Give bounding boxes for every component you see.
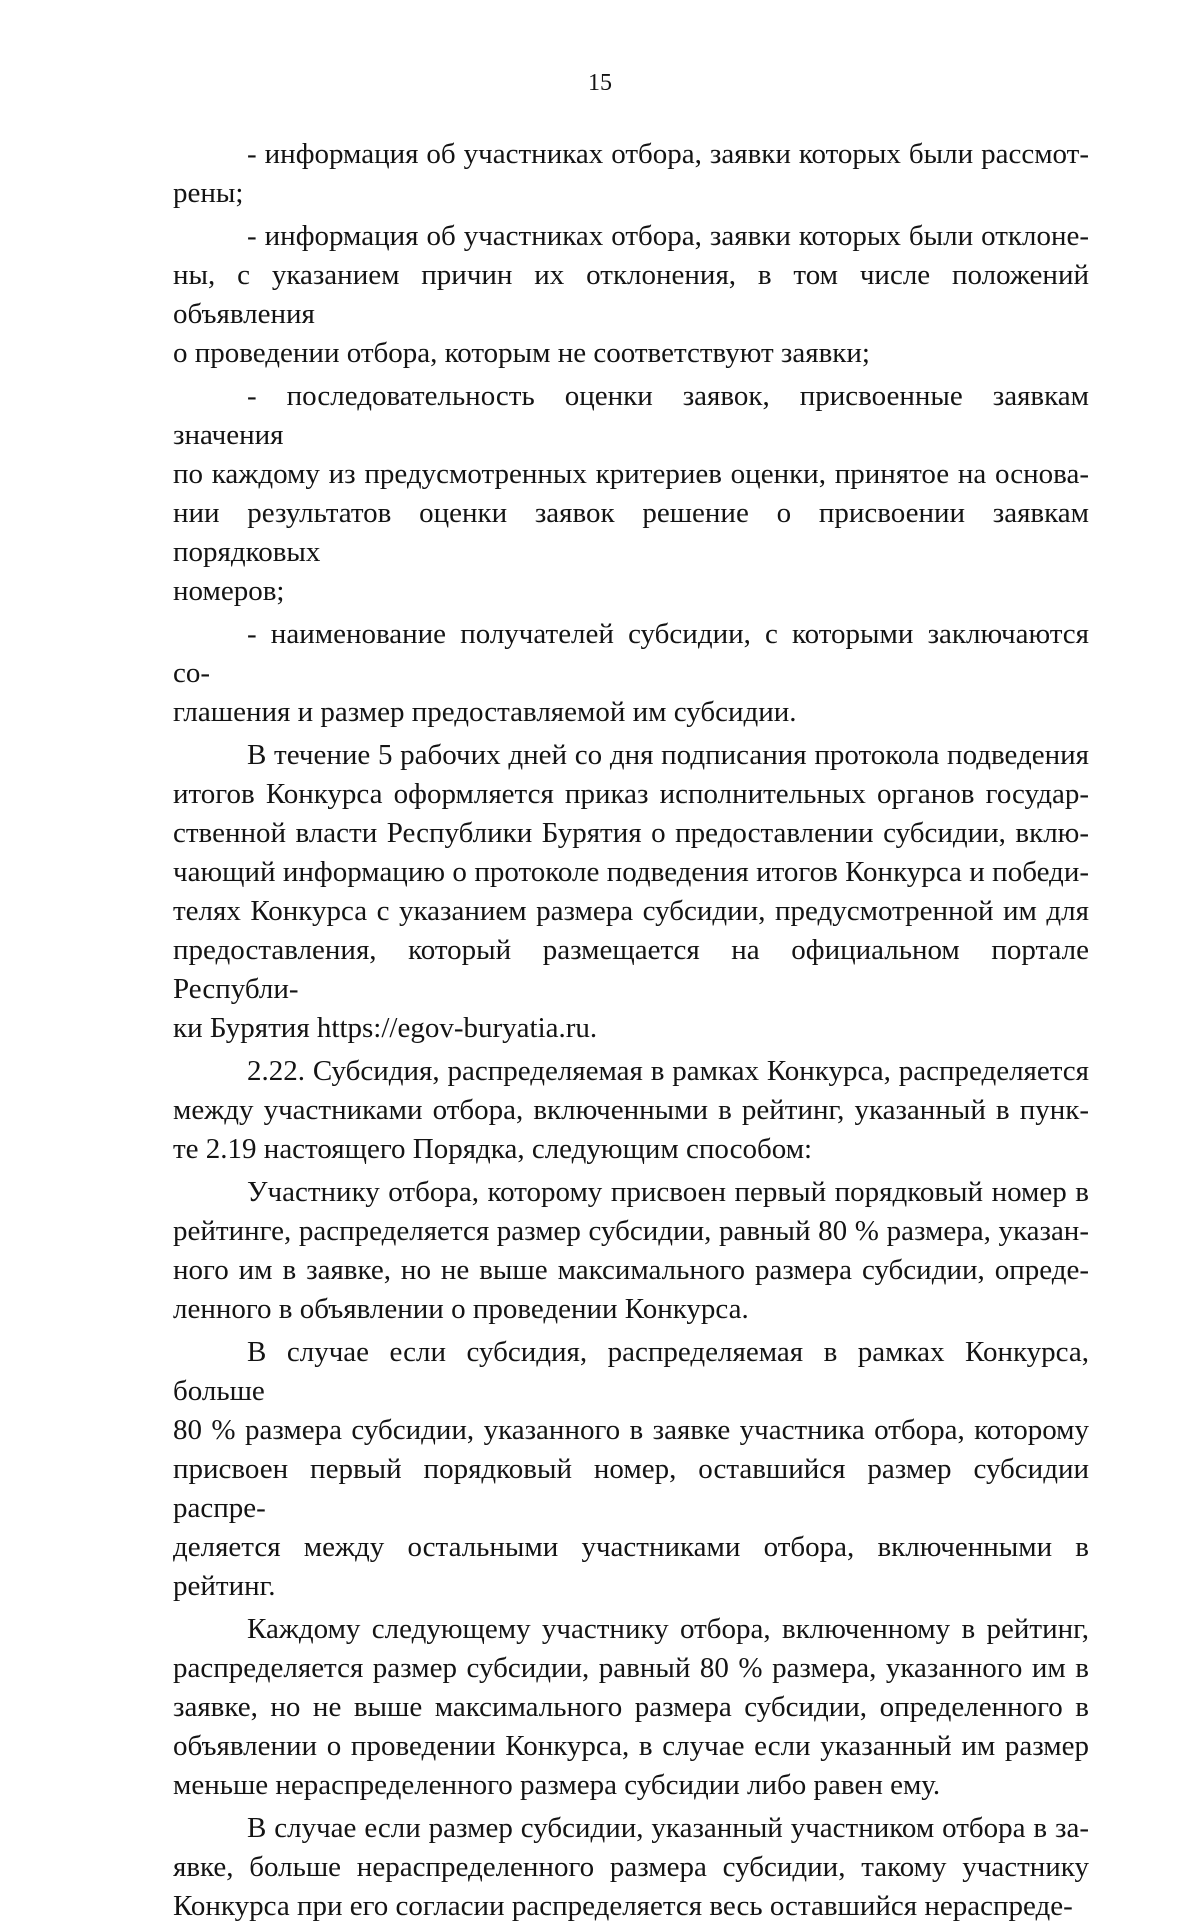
paragraph [173,217,1089,373]
text-line: - последовательность оценки заявок, присвоенные заявкам значения [173,380,1089,451]
text-line: рейтинге, распределяется размер субсидии, равный 80 % размера, указан- [173,1215,1089,1247]
text-line: 80 % размера субсидии, указанного в заявке участника отбора, которому [173,1414,1089,1446]
text-line: объявлении о проведении Конкурса, в случае если указанный им размер [173,1730,1089,1762]
text-line: В течение 5 рабочих дней со дня подписания протокола подведения [247,739,1089,771]
text-line: В случае если субсидия, распределяемая в рамках Конкурса, больше [173,1336,1089,1407]
text-line: - информация об участниках отбора, заявки которых были рассмот- [247,138,1089,170]
text-line: нии результатов оценки заявок решение о присвоении заявкам порядковых [173,497,1089,568]
text-line: между участниками отбора, включенными в рейтинг, указанный в пунк- [173,1094,1089,1126]
text-line: глашения и размер предоставляемой им субсидии. [173,696,797,728]
paragraph [173,1333,1089,1606]
body-text [173,135,1089,1930]
text-line: ственной власти Республики Бурятия о предоставлении субсидии, вклю- [173,817,1089,849]
page-number: 15 [588,70,612,96]
text-line: - информация об участниках отбора, заявки которых были отклоне- [247,220,1089,252]
text-line: по каждому из предусмотренных критериев оценки, принятое на основа- [173,458,1089,490]
text-line: о проведении отбора, которым не соответствуют заявки; [173,337,870,369]
paragraph [173,1173,1089,1329]
text-line: Каждому следующему участнику отбора, включенному в рейтинг, [247,1613,1089,1645]
text-line: предоставления, который размещается на официальном портале Республи- [173,934,1089,1005]
text-line: телях Конкурса с указанием размера субсидии, предусмотренной им для [173,895,1089,927]
text-line: присвоен первый порядковый номер, оставшийся размер субсидии распре- [173,1453,1089,1524]
paragraph [173,736,1089,1048]
paragraph [173,615,1089,732]
paragraph [173,377,1089,611]
text-line: - наименование получателей субсидии, с которыми заключаются со- [173,618,1089,689]
text-line: деляется между остальными участниками отбора, включенными в рейтинг. [173,1531,1089,1602]
paragraph [173,1052,1089,1169]
text-line: Участнику отбора, которому присвоен первый порядковый номер в [247,1176,1089,1208]
text-line: ленного в объявлении о проведении Конкурса. [173,1293,749,1325]
paragraph [173,1610,1089,1805]
text-line: В случае если размер субсидии, указанный участником отбора в за- [247,1812,1089,1844]
text-line: ки Бурятия https://egov-buryatia.ru. [173,1012,598,1044]
paragraph [173,1809,1089,1926]
text-line: Конкурса при его согласии распределяется весь оставшийся нераспреде- [173,1890,1073,1922]
text-line: меньше нераспределенного размера субсидии либо равен ему. [173,1769,941,1801]
text-line: рены; [173,177,244,209]
text-line: заявке, но не выше максимального размера субсидии, определенного в [173,1691,1089,1723]
text-line: ны, с указанием причин их отклонения, в том числе положений объявления [173,259,1089,330]
text-line: 2.22. Субсидия, распределяемая в рамках Конкурса, распределяется [247,1055,1089,1087]
text-line: ного им в заявке, но не выше максимального размера субсидии, опреде- [173,1254,1089,1286]
paragraph [173,135,1089,213]
text-line: итогов Конкурса оформляется приказ исполнительных органов государ- [173,778,1089,810]
text-line: чающий информацию о протоколе подведения итогов Конкурса и победи- [173,856,1089,888]
text-line: те 2.19 настоящего Порядка, следующим способом: [173,1133,813,1165]
text-line: номеров; [173,575,285,607]
text-line: распределяется размер субсидии, равный 80 % размера, указанного им в [173,1652,1089,1684]
text-line: явке, больше нераспределенного размера субсидии, такому участнику [173,1851,1089,1883]
